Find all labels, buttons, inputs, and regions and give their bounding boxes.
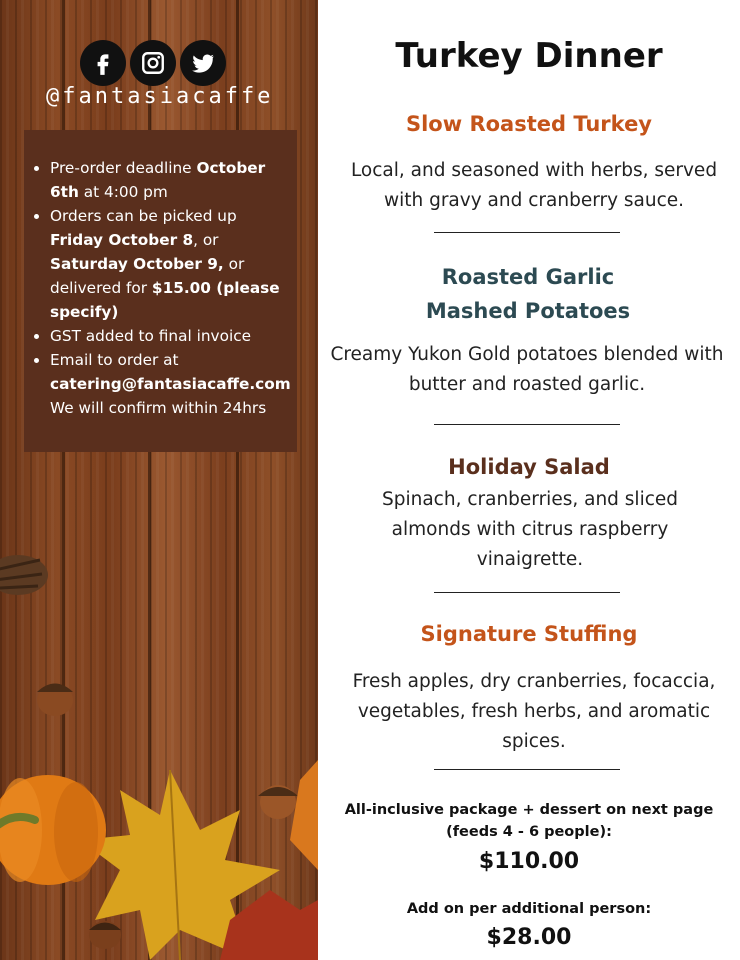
divider [434,232,620,233]
package-price: $110.00 [478,849,580,874]
dish-name-turkey: Slow Roasted Turkey [405,112,652,136]
maple-leaf-icon [220,890,318,960]
acorn-icon [89,921,121,949]
menu-panel [318,0,740,960]
wood-background-panel [0,0,318,960]
deadline-item: • Pre-order deadline October 6th at 4:00 pm [50,156,287,204]
pickup-item: • Orders can be picked up Friday October 8, or Saturday October 9, or delivered for $15.00 (please specify) [50,204,287,324]
order-info-box [24,130,297,452]
pinecone-icon [0,555,48,595]
dish-desc-salad: Spinach, cranberries, and sliced almonds with citrus raspberry vinaigrette. [381,489,679,570]
menu-title: Turkey Dinner [395,36,663,76]
dish-desc-potatoes: Creamy Yukon Gold potatoes blended with butter and roasted garlic. [330,344,724,395]
social-icons [80,40,226,86]
gst-item: • GST added to final invoice [50,324,287,348]
leaf-icon [290,760,318,870]
social-handle[interactable]: @fantasiacaffe [46,84,274,109]
dish-name-salad: Holiday Salad [448,455,610,479]
instagram-icon[interactable] [130,40,176,86]
addon-price: $28.00 [486,925,572,950]
divider [434,424,620,425]
dish-name-potatoes: Roasted Garlic Mashed Potatoes [425,265,631,323]
divider [434,769,620,770]
pumpkin-icon [0,775,106,885]
dish-desc-turkey: Local, and seasoned with herbs, served with gravy and cranberry sauce. [350,160,718,211]
package-description: All-inclusive package + dessert on next page (feeds 4 - 6 people): [344,802,714,840]
email-link[interactable]: catering@fantasiacaffe.com [50,375,291,393]
acorn-icon [37,684,73,717]
addon-label: Add on per additional person: [406,901,652,917]
dish-name-stuffing: Signature Stuffing [420,622,638,646]
dish-desc-stuffing: Fresh apples, dry cranberries, focaccia, vegetables, fresh herbs, and aromatic spices. [352,671,716,752]
autumn-decor [0,540,318,960]
divider [434,592,620,593]
email-item: • Email to order at catering@fantasiacaffe.com We will confirm within 24hrs [50,348,287,420]
twitter-icon[interactable] [180,40,226,86]
acorn-icon [258,785,298,819]
facebook-icon[interactable] [80,40,126,86]
